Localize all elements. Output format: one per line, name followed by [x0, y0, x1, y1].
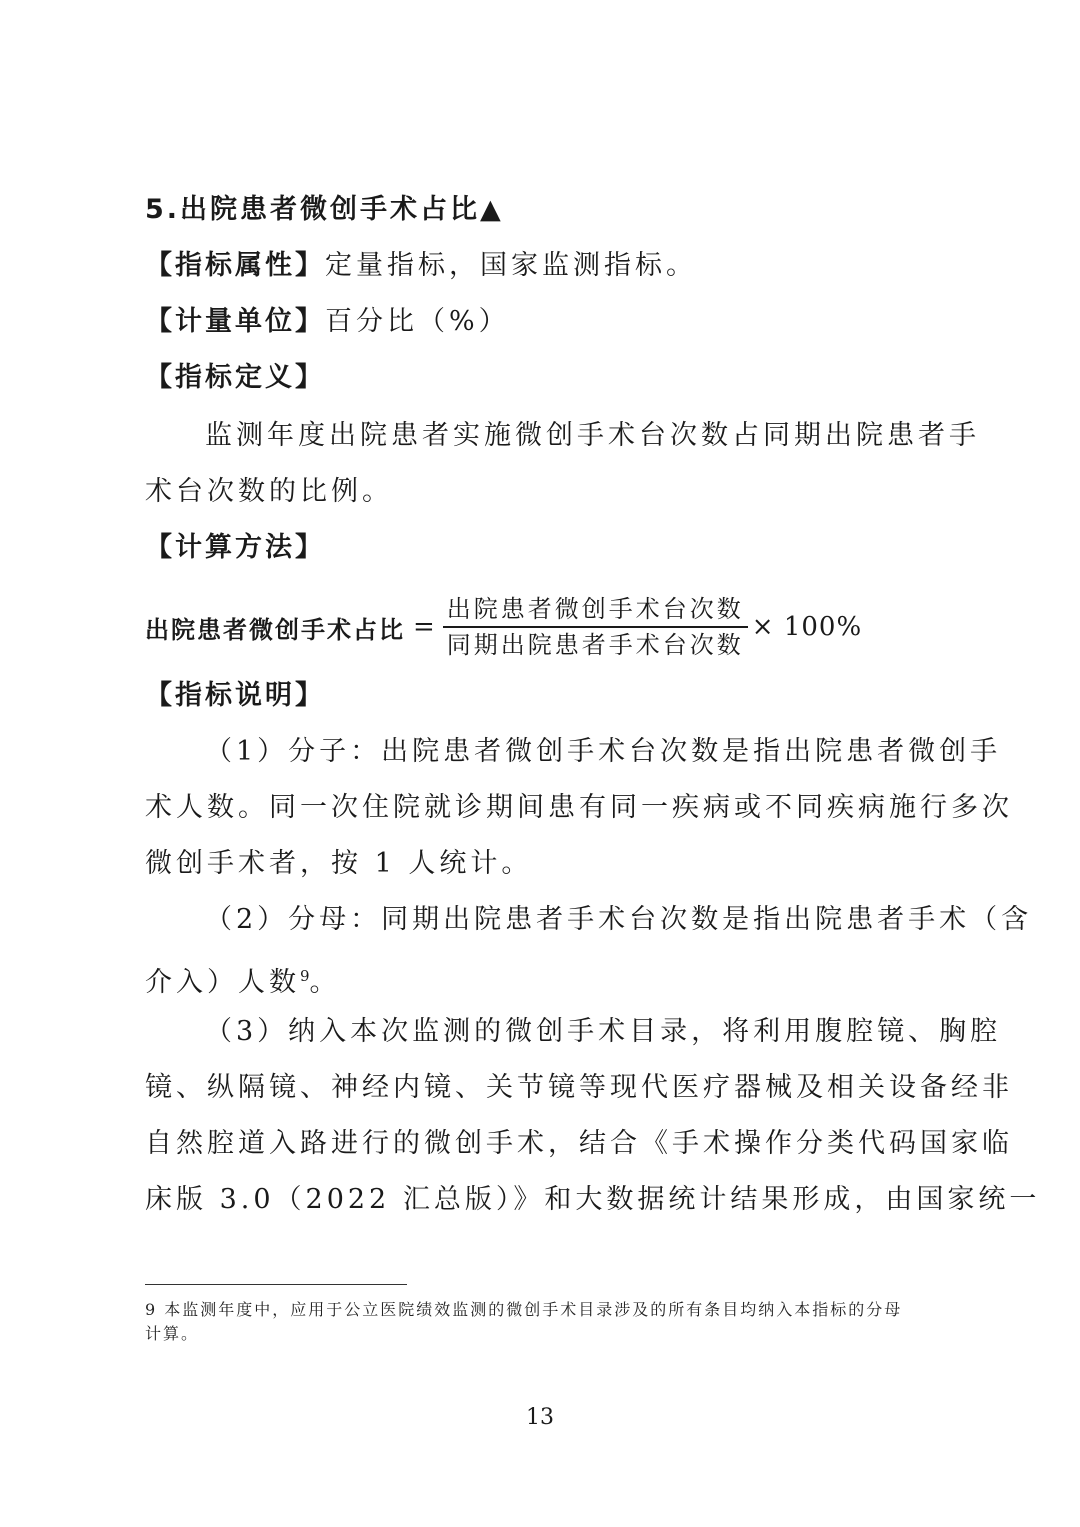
footnote-divider [145, 1284, 407, 1285]
formula-lhs: 出院患者微创手术占比 [145, 615, 405, 644]
definition-line: 术台次数的比例。 [145, 476, 393, 507]
page-number: 13 [526, 1405, 554, 1430]
attribute-value: 定量指标，国家监测指标。 [325, 250, 697, 281]
attribute-label: 【指标属性】 [145, 250, 325, 281]
explanation-line: 术人数。同一次住院就诊期间患有同一疾病或不同疾病施行多次 [145, 792, 1013, 823]
footnote-line: 9 本监测年度中，应用于公立医院绩效监测的微创手术目录涉及的所有条目均纳入本指标的分母 [145, 1300, 903, 1319]
explanation-text: 。 [309, 967, 341, 998]
calculation-label: 【计算方法】 [145, 532, 325, 563]
explanation-line: （3）纳入本次监测的微创手术目录，将利用腹腔镜、胸腔 [205, 1016, 1002, 1047]
explanation-label: 【指标说明】 [145, 680, 325, 711]
definition-label: 【指标定义】 [145, 362, 325, 393]
explanation-line: （1）分子：出院患者微创手术台次数是指出院患者微创手 [205, 736, 1002, 767]
explanation-line: 自然腔道入路进行的微创手术，结合《手术操作分类代码国家临 [145, 1128, 1013, 1159]
unit-row [145, 302, 945, 342]
explanation-line: （2）分母：同期出院患者手术台次数是指出院患者手术（含 [205, 904, 1033, 935]
formula-denominator: 同期出院患者手术台次数 [446, 631, 744, 659]
section-title: 5.出院患者微创手术占比▲ [145, 194, 504, 225]
formula-multiplier: × 100% [751, 612, 863, 642]
attribute-row [145, 246, 945, 286]
explanation-line [145, 956, 945, 1003]
explanation-line: 微创手术者，按 1 人统计。 [145, 848, 533, 879]
explanation-text: 介入）人数 [145, 967, 300, 998]
unit-value: 百分比（%） [325, 306, 510, 337]
formula-numerator: 出院患者微创手术台次数 [446, 595, 744, 623]
explanation-line: 床版 3.0（2022 汇总版）》和大数据统计结果形成，由国家统一 [145, 1184, 1041, 1215]
definition-line: 监测年度出院患者实施微创手术台次数占同期出院患者手 [205, 420, 980, 451]
formula-equals: = [413, 612, 435, 642]
footnote-ref: 9 [300, 967, 310, 985]
explanation-line: 镜、纵隔镜、神经内镜、关节镜等现代医疗器械及相关设备经非 [145, 1072, 1013, 1103]
formula [145, 588, 862, 666]
formula-fraction [443, 592, 748, 662]
footnote-line: 计算。 [145, 1324, 200, 1343]
unit-label: 【计量单位】 [145, 306, 325, 337]
